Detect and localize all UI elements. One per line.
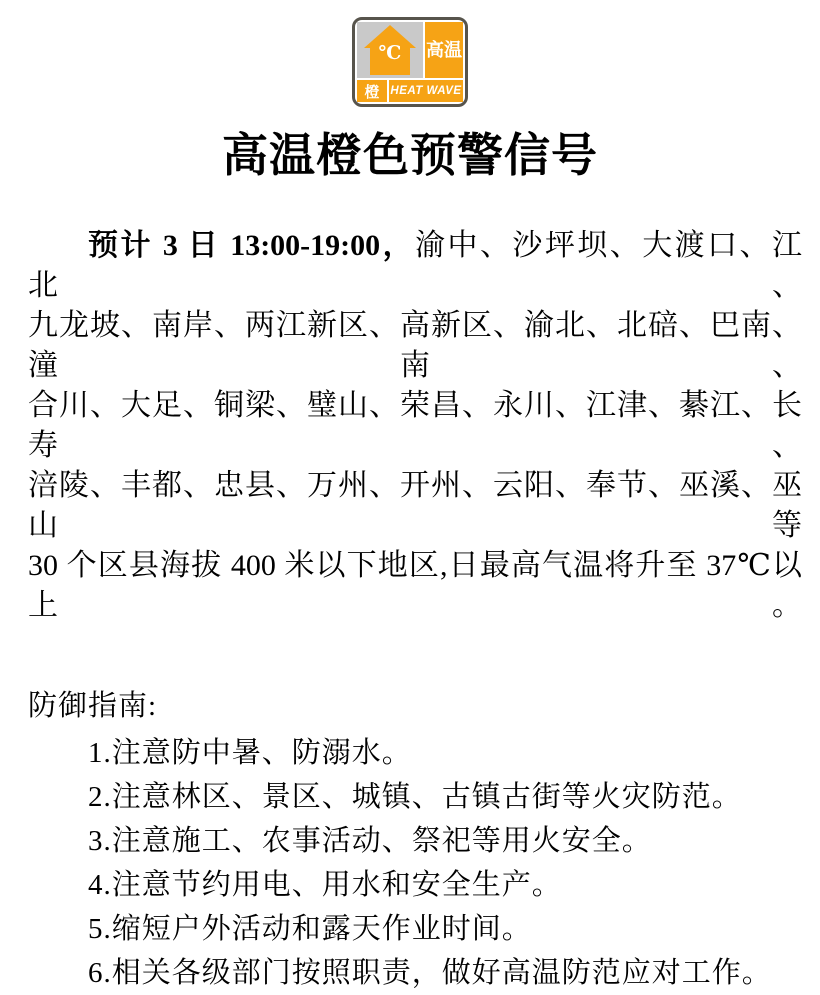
badge-caption: HEAT WAVE [389,80,463,102]
heat-wave-badge [352,17,468,107]
paragraph-line: 涪陵、丰都、忠县、万州、开州、云阳、奉节、巫溪、巫山等 [28,469,802,542]
guide-item: 6.相关各级部门按照职责，做好高温防范应对工作。 [88,957,772,989]
guide-item: 2.注意林区、景区、城镇、古镇古街等火灾防范。 [88,781,742,813]
defense-guide-list [28,731,802,995]
heat-wave-warning-icon [0,0,820,107]
celsius-symbol: ℃ [378,43,402,64]
paragraph-line: 合川、大足、铜梁、璧山、荣昌、永川、江津、綦江、长寿、 [28,389,802,462]
paragraph-line [28,226,802,306]
badge-vertical-label: 高温 [425,22,463,78]
badge-level-character: 橙 [357,80,387,102]
guide-item: 5.缩短户外活动和露天作业时间。 [88,913,532,945]
defense-guide-heading: 防御指南: [28,690,158,722]
house-temperature-cell [357,22,423,78]
district-list-part1: 渝中、沙坪坝、大渡口、江北、 [28,229,802,302]
forecast-time-bold: 预计 3 日 13:00-19:00， [88,229,416,262]
guide-item: 4.注意节约用电、用水和安全生产。 [88,869,562,901]
house-icon [364,25,416,75]
defense-guide [28,690,802,995]
warning-paragraph [28,226,802,626]
page-title: 高温橙色预警信号 [222,130,598,181]
paragraph-line: 30 个区县海拔 400 米以下地区,日最高气温将升至 37℃以上。 [28,549,802,622]
guide-item: 3.注意施工、农事活动、祭祀等用火安全。 [88,825,652,857]
guide-item: 1.注意防中暑、防溺水。 [88,737,412,769]
paragraph-line: 九龙坡、南岸、两江新区、高新区、渝北、北碚、巴南、潼南、 [28,309,802,382]
